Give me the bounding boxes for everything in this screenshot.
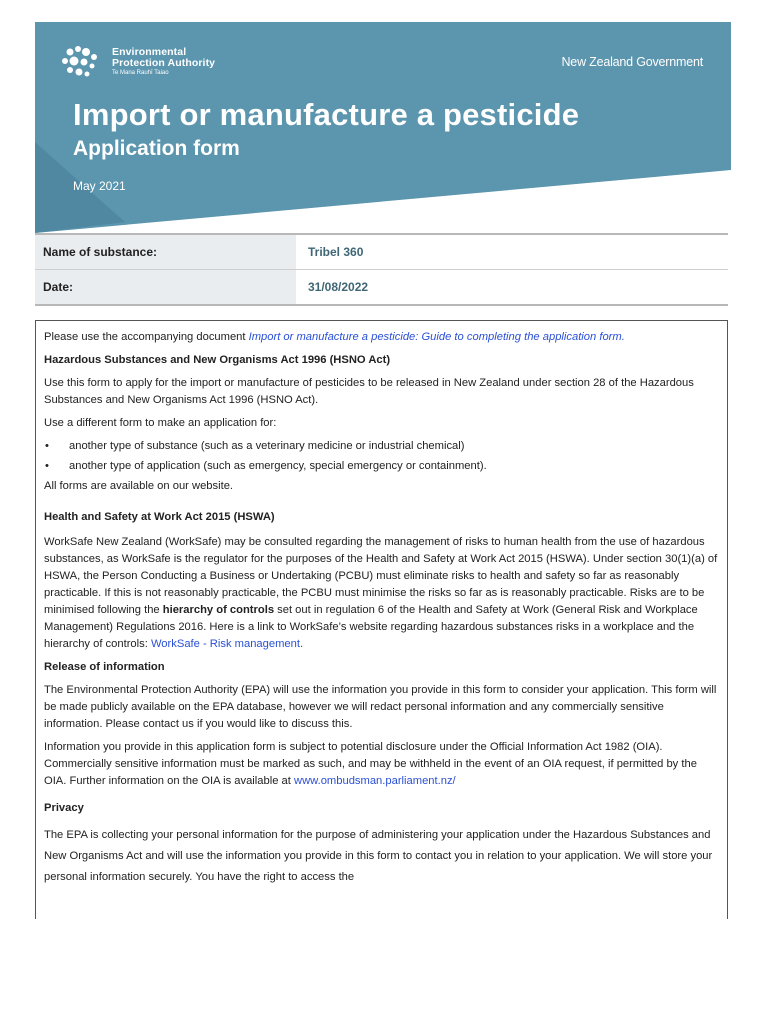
privacy-paragraph: The EPA is collecting your personal information for the purpose of administering your application under the Hazardous Substances and New Organisms Act and will use the information you provide in this form to contact you in relation to your application. We will store your personal information securely. You have the right to access the [44,829,713,883]
worksafe-link[interactable]: WorkSafe - Risk management. [150,638,304,650]
epa-logo[interactable] [60,44,215,80]
substance-row [35,233,728,270]
epa-logo-icon [60,44,108,80]
org-name-line2: Protection Authority [112,56,216,69]
substance-value-field[interactable]: Tribel 360 [308,245,364,259]
privacy-heading: Privacy [44,802,84,814]
intro-text: Please use the accompanying document [44,331,249,343]
release-paragraph-1: The Environmental Protection Authority (EPA) will use the information you provide in this form to consider your application. This form will be made publicly available on the EPA database, however we will redact personal information and any commercially sensitive information. Please contact us if you would like to discuss this. [44,684,717,730]
ombudsman-link[interactable]: www.ombudsman.parliament.nz/ [293,775,456,787]
hswa-paragraph [44,534,719,653]
substance-info-table [35,233,728,306]
date-label: Date: [35,270,296,304]
date-value-field[interactable]: 31/08/2022 [308,280,369,294]
hswa-heading: Health and Safety at Work Act 2015 (HSWA) [44,511,275,523]
guide-link[interactable]: Import or manufacture a pesticide: Guide to completing the application form. [248,331,625,343]
all-forms-note: All forms are available on our website. [44,480,234,492]
hswa-text-a: WorkSafe New Zealand (WorkSafe) may be consulted regarding the management of risks to human health from the use of hazardous substances, as WorkSafe is the regulator for the purposes of the Health and Safety at Work Act 2015 (HSWA). Under section 30(1)(a) of HSWA, the Person Conducting a Business or Undertaking (PCBU) must eliminate risks to health and safety so far as reasonably practicable. If this is not reasonably practicable, the PCBU must minimise the risks so far as is reasonably practicable. Risks are to be minimised following the [44,536,718,616]
list-item: • another type of application (such as emergency, special emergency or containment). [44,458,719,475]
hsno-heading: Hazardous Substances and New Organisms Act 1996 (HSNO Act) [44,354,391,366]
date-row [35,270,728,306]
hierarchy-of-controls-term: hierarchy of controls [162,604,275,616]
release-paragraph-2 [44,739,719,790]
org-maori-name: Te Mana Rauhī Taiao [112,69,169,76]
instructions-content [36,321,727,888]
application-types-list [44,438,719,475]
intro-paragraph [44,329,719,346]
list-item: • another type of substance (such as a veterinary medicine or industrial chemical) [44,438,719,455]
hswa-text-b: set out in regulation 6 of the Health and Safety at Work (General Risk and Workplace Management) Regulations 2016. Here is a link to WorkSafe’s website regarding hazardous substances risks in a workplace and the hierarchy of controls: [44,604,698,650]
release-heading: Release of information [44,661,165,673]
hsno-paragraph-1: Use this form to apply for the import or manufacture of pesticides to be released in New Zealand under section 28 of the Hazardous Substances and New Organisms Act 1996 (HSNO Act). [44,377,694,406]
page-subtitle: Application form [73,137,240,160]
publication-date: May 2021 [73,179,126,193]
org-name-line1: Environmental [112,45,187,58]
epa-logo-text [112,47,215,78]
privacy-section [44,825,719,888]
hsno-paragraph-2: Use a different form to make an application for: [44,417,277,429]
instructions-box [35,320,728,919]
release-text: Information you provide in this application form is subject to potential disclosure under the Official Information Act 1982 (OIA). Commercially sensitive information must be marked as such, and may be withheld in the event of an OIA request, if permitted by the OIA. Further information on the OIA is available at [44,741,697,787]
substance-label: Name of substance: [35,235,296,269]
nz-government-logo[interactable]: New Zealand Government [561,55,703,69]
page-title: Import or manufacture a pesticide [73,97,580,132]
